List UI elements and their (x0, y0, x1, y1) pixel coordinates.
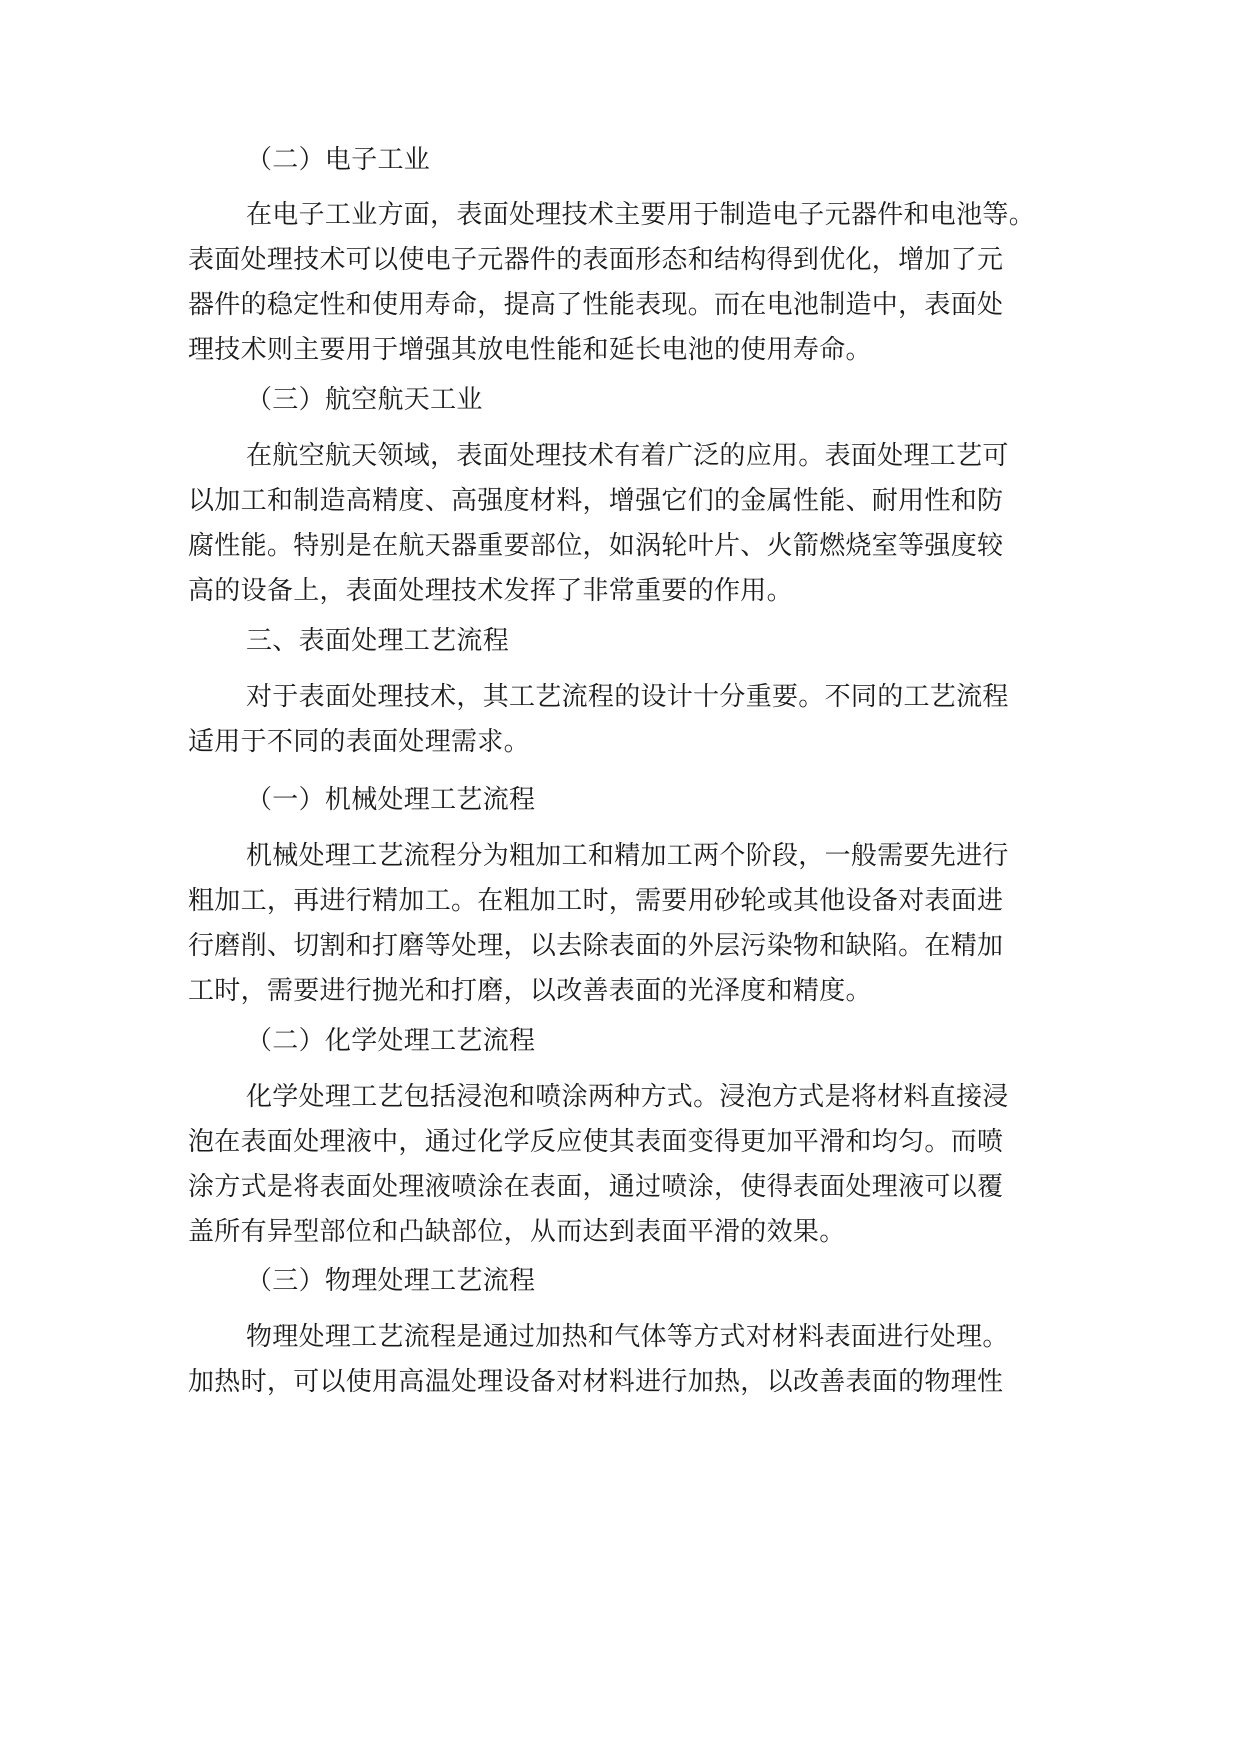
paragraph-line: 腐性能。特别是在航天器重要部位，如涡轮叶片、火箭燃烧室等强度较 (188, 531, 1004, 561)
paragraph-electronics (188, 193, 1050, 373)
paragraph-process (188, 675, 1050, 765)
paragraph-line: 泡在表面处理液中，通过化学反应使其表面变得更加平滑和均匀。而喷 (188, 1127, 1004, 1157)
paragraph-chemical (188, 1075, 1050, 1255)
paragraph-line: 粗加工，再进行精加工。在粗加工时，需要用砂轮或其他设备对表面进 (188, 886, 1004, 916)
section-heading-mechanical (246, 778, 1046, 823)
paragraph-line: 工时，需要进行抛光和打磨，以改善表面的光泽度和精度。 (188, 976, 872, 1006)
paragraph-line: 物理处理工艺流程是通过加热和气体等方式对材料表面进行处理。 (246, 1322, 1009, 1352)
paragraph-physical (188, 1315, 1050, 1405)
paragraph-line: 机械处理工艺流程分为粗加工和精加工两个阶段，一般需要先进行 (246, 841, 1009, 871)
heading-text: （一）机械处理工艺流程 (246, 785, 536, 815)
paragraph-line: 化学处理工艺包括浸泡和喷涂两种方式。浸泡方式是将材料直接浸 (246, 1082, 1009, 1112)
paragraph-aerospace (188, 434, 1050, 614)
section-heading-physical (246, 1259, 1046, 1304)
paragraph-line: 盖所有异型部位和凸缺部位，从而达到表面平滑的效果。 (188, 1217, 846, 1247)
section-heading-chemical (246, 1019, 1046, 1064)
section-heading-electronics (246, 138, 1046, 183)
heading-text: （三）物理处理工艺流程 (246, 1266, 536, 1296)
paragraph-line: 器件的稳定性和使用寿命，提高了性能表现。而在电池制造中，表面处 (188, 290, 1004, 320)
paragraph-line: 行磨削、切割和打磨等处理，以去除表面的外层污染物和缺陷。在精加 (188, 931, 1004, 961)
heading-text: 三、表面处理工艺流程 (246, 626, 510, 656)
paragraph-line: 适用于不同的表面处理需求。 (188, 727, 530, 757)
paragraph-mechanical (188, 834, 1050, 1014)
heading-text: （三）航空航天工业 (246, 385, 483, 415)
heading-text: （二）电子工业 (246, 145, 431, 175)
paragraph-line: 理技术则主要用于增强其放电性能和延长电池的使用寿命。 (188, 335, 872, 365)
paragraph-line: 涂方式是将表面处理液喷涂在表面，通过喷涂，使得表面处理液可以覆 (188, 1172, 1004, 1202)
paragraph-line: 高的设备上，表面处理技术发挥了非常重要的作用。 (188, 576, 793, 606)
paragraph-line: 以加工和制造高精度、高强度材料，增强它们的金属性能、耐用性和防 (188, 486, 1004, 516)
paragraph-line: 在航空航天领域，表面处理技术有着广泛的应用。表面处理工艺可 (246, 441, 1009, 471)
paragraph-line: 对于表面处理技术，其工艺流程的设计十分重要。不同的工艺流程 (246, 682, 1009, 712)
paragraph-line: 加热时，可以使用高温处理设备对材料进行加热，以改善表面的物理性 (188, 1367, 1004, 1397)
heading-text: （二）化学处理工艺流程 (246, 1026, 536, 1056)
section-heading-process (246, 619, 1046, 664)
section-heading-aerospace (246, 378, 1046, 423)
paragraph-line: 表面处理技术可以使电子元器件的表面形态和结构得到优化，增加了元 (188, 245, 1004, 275)
paragraph-line: 在电子工业方面，表面处理技术主要用于制造电子元器件和电池等。 (246, 200, 1036, 230)
